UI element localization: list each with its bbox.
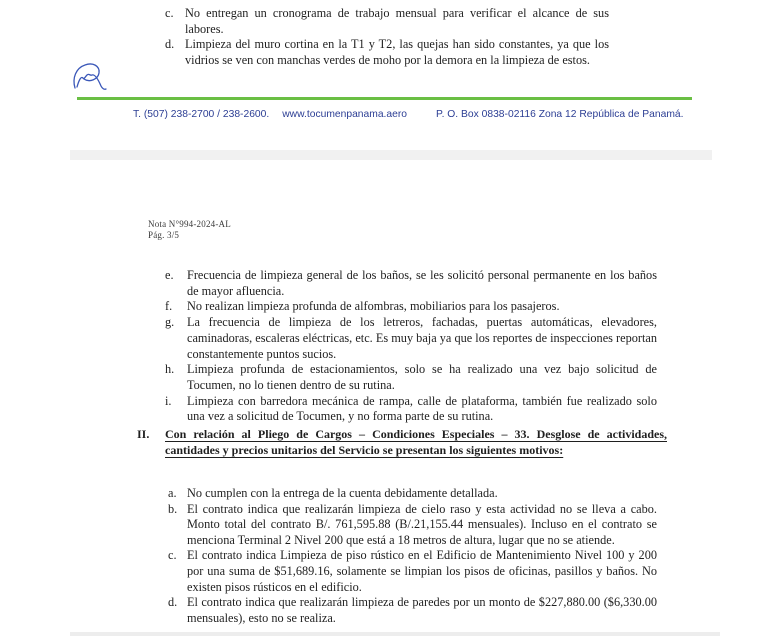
item-text: El contrato indica Limpieza de piso rústico en el Edificio de Mantenimiento Nivel 100 y 200 por una suma de $51,689.16, solamente se limpian los pisos de oficinas, pasillos y baños. No existen pisos rústicos en el edificio.	[187, 548, 657, 594]
item-text: No entregan un cronograma de trabajo mensual para verificar el alcance de sus labores.	[185, 6, 609, 36]
item-text: El contrato indica que realizarán limpieza de paredes por un monto de $227,880.00 ($6,330.00 mensuales), esto no se realiza.	[187, 595, 657, 625]
section-heading	[137, 426, 667, 458]
item-text: Limpieza con barredora mecánica de rampa, calle de plataforma, también fue realizado solo una vez a solicitud de Tocumen, y no forma parte de su rutina.	[187, 393, 657, 424]
list-item	[165, 268, 657, 299]
motives-list-a-d	[168, 486, 657, 626]
page-separator-bar	[70, 150, 712, 160]
note-page-number: Pág. 3/5	[148, 230, 180, 240]
list-marker: i.	[165, 393, 172, 408]
list-item	[165, 362, 657, 393]
list-marker: a.	[168, 486, 177, 500]
list-item	[165, 394, 657, 425]
list-item	[168, 486, 657, 502]
list-marker: h.	[165, 362, 175, 377]
list-item	[168, 502, 657, 549]
list-marker: f.	[165, 299, 173, 314]
list-item	[168, 548, 657, 595]
list-marker: g.	[165, 315, 175, 330]
footer-phone: T. (507) 238-2700 / 238-2600.	[133, 109, 270, 120]
item-text: No realizan limpieza profunda de alfombras, mobiliarios para los pasajeros.	[187, 299, 560, 314]
item-text: La frecuencia de limpieza de los letreros, fachadas, puertas automáticas, elevadores, caminadoras, escaleras eléctricas, etc. Es muy baja ya que los reportes de inspecciones reportan constantemente puntos sucios.	[187, 315, 657, 361]
section-numeral: II.	[137, 427, 150, 441]
complaints-list-e-i	[165, 268, 657, 425]
list-marker: c.	[165, 6, 174, 20]
section-heading-text: Con relación al Pliego de Cargos – Condiciones Especiales – 33. Desglose de actividades, cantidades y precios unitarios del Servicio se presentan los siguientes motivos:	[165, 427, 667, 457]
list-item	[168, 595, 657, 626]
scan-bottom-edge	[70, 632, 720, 636]
list-item	[165, 37, 609, 68]
footer-website: www.tocumenpanama.aero	[282, 109, 408, 120]
note-header	[148, 219, 231, 241]
list-marker: d.	[165, 37, 175, 52]
list-marker: d.	[168, 595, 178, 610]
list-item	[165, 6, 609, 37]
list-marker: e.	[165, 268, 174, 282]
footer-contact-line	[133, 109, 684, 120]
list-marker: b.	[168, 501, 178, 516]
divider-green-line	[77, 97, 692, 100]
list-item	[165, 315, 657, 362]
item-text: No cumplen con la entrega de la cuenta debidamente detallada.	[187, 486, 498, 500]
list-marker: c.	[168, 548, 177, 563]
signature-mark	[70, 60, 112, 100]
note-reference: Nota N°994-2024-AL	[148, 219, 231, 229]
top-continuation-list	[165, 6, 609, 69]
item-text: Frecuencia de limpieza general de los baños, se les solicitó personal permanente en los baños de mayor afluencia.	[187, 268, 657, 298]
item-text: Limpieza profunda de estacionamientos, solo se ha realizado una vez bajo solicitud de Tocumen, no lo tienen dentro de su rutina.	[187, 362, 657, 392]
list-item	[165, 299, 657, 315]
item-text: Limpieza del muro cortina en la T1 y T2, las quejas han sido constantes, ya que los vidrios se ven con manchas verdes de moho por la demora en la limpieza de estos.	[185, 37, 609, 68]
item-text: El contrato indica que realizarán limpieza de cielo raso y esta actividad no se lleva a cabo. Monto total del contrato B/. 761,595.88 (B/.21,155.44 mensuales). Incluso en el contrato se menciona Terminal 2 Nivel 200 que está a 18 metros de altura, lugar que no se atiende.	[187, 501, 657, 547]
footer-address: P. O. Box 0838-02116 Zona 12 República de Panamá.	[436, 109, 684, 120]
